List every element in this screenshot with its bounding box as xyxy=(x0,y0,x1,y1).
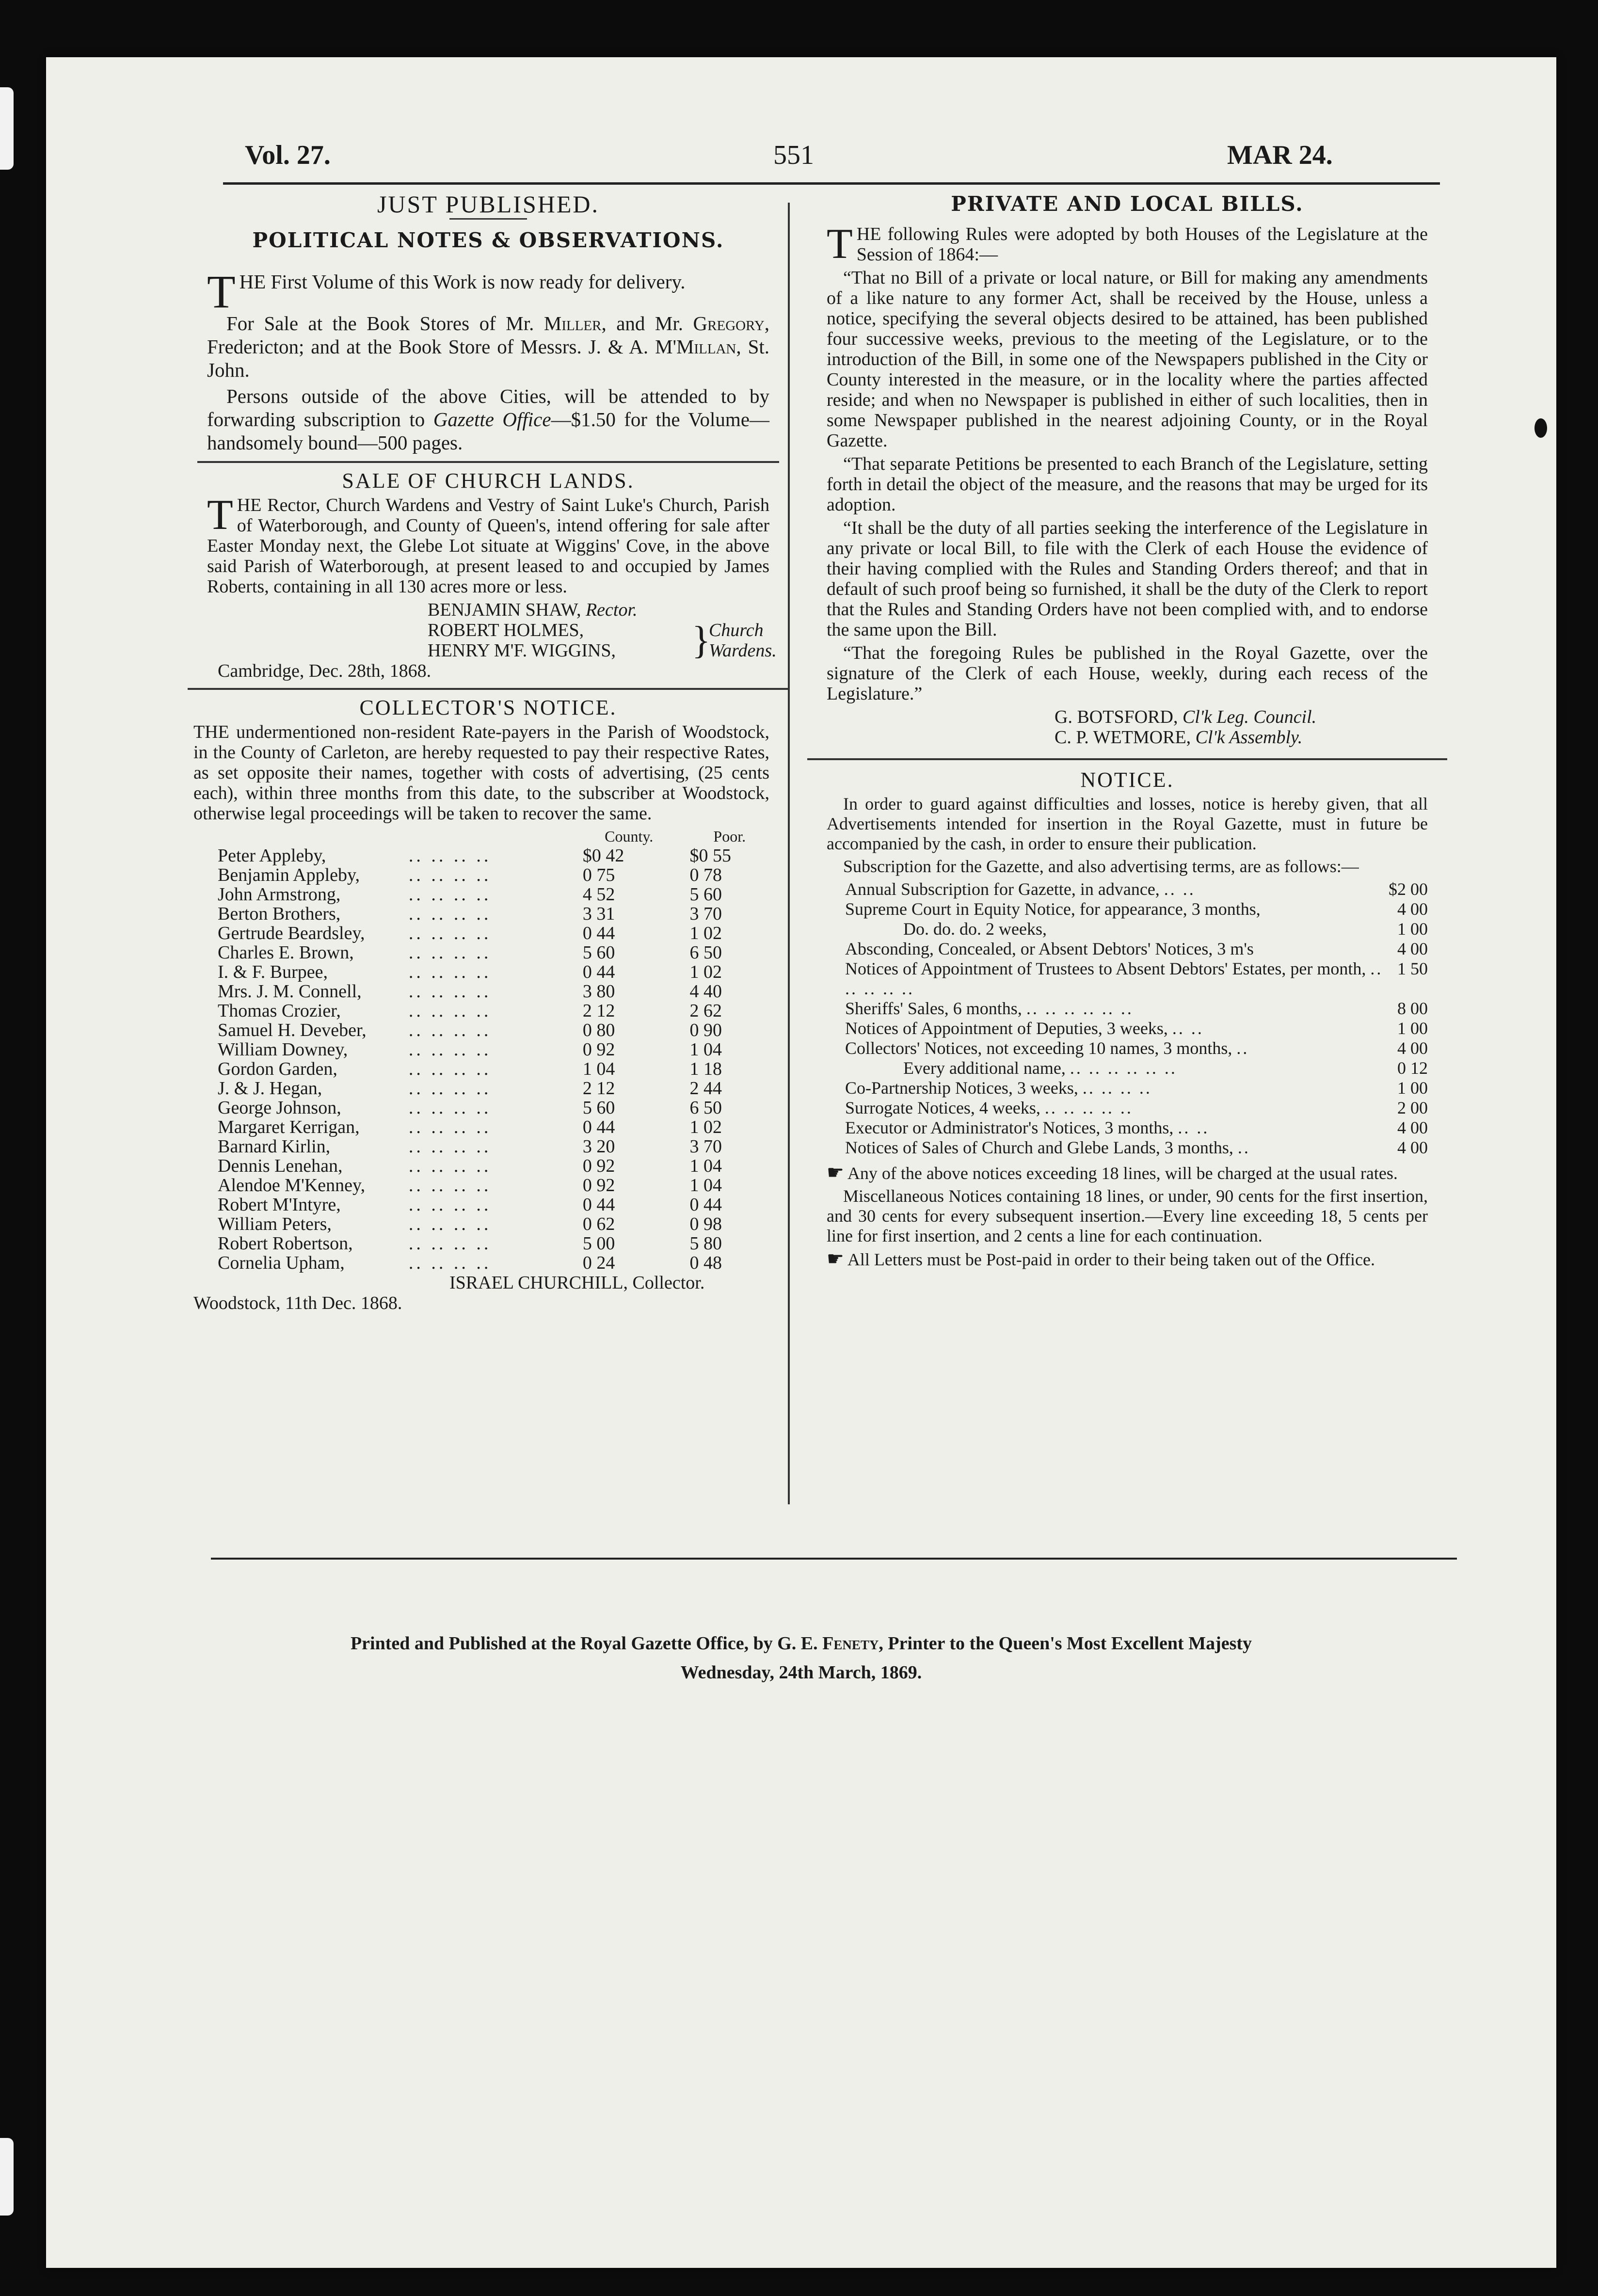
col-poor: Poor. xyxy=(713,828,746,845)
clerk-council-name: G. BOTSFORD, xyxy=(1055,707,1178,727)
leader-dots: .. .. .. .. xyxy=(408,923,492,943)
ratepayer-name: George Johnson, xyxy=(218,1098,341,1118)
term-dots: .. .. .. .. .. .. xyxy=(1070,1058,1177,1078)
miller-name: Miller xyxy=(543,312,602,335)
collector-date: Woodstock, 11th Dec. 1868. xyxy=(193,1293,402,1313)
gazette-office: Gazette Office xyxy=(433,408,551,430)
term-label: Notices of Appointment of Deputies, 3 weeks, xyxy=(845,1019,1168,1038)
county-rate: 0 92 xyxy=(582,1175,615,1196)
section-rule xyxy=(807,758,1447,760)
county-rate: 0 24 xyxy=(582,1253,615,1273)
table-row xyxy=(218,1059,769,1079)
poor-rate: 4 40 xyxy=(689,981,722,1002)
ratepayer-name: Samuel H. Deveber, xyxy=(218,1020,367,1040)
poor-rate: $0 55 xyxy=(689,845,731,866)
ratepayer-name: Robert M'Intyre, xyxy=(218,1195,341,1215)
printer-text: , Printer to the Queen's Most Excellent Majesty xyxy=(879,1633,1252,1654)
binder-tab-top xyxy=(0,87,14,170)
printer-line xyxy=(46,1633,1556,1654)
poor-rate: 6 50 xyxy=(689,1098,722,1118)
list-item xyxy=(845,1078,1428,1098)
list-item xyxy=(845,939,1428,959)
table-row xyxy=(218,1253,769,1273)
ratepayer-name: Gordon Garden, xyxy=(218,1059,337,1079)
just-published-heading: JUST PUBLISHED. xyxy=(377,191,600,218)
poor-rate: 1 18 xyxy=(689,1059,722,1079)
term-price: 4 00 xyxy=(1397,939,1428,958)
term-price: $2 00 xyxy=(1389,879,1428,899)
leader-dots: .. .. .. .. xyxy=(408,845,492,866)
warden-1: ROBERT HOLMES, xyxy=(428,620,584,640)
leader-dots: .. .. .. .. xyxy=(408,1001,492,1021)
term-dots: .. xyxy=(1236,1038,1249,1058)
p2-text: , and Mr. xyxy=(601,312,684,335)
term-price: 4 00 xyxy=(1397,1118,1428,1137)
term-price: 0 12 xyxy=(1397,1058,1428,1078)
ratepayer-name: Gertrude Beardsley, xyxy=(218,923,365,943)
clerk-assembly-name: C. P. WETMORE, xyxy=(1055,727,1191,748)
printer-text: Printed and Published at the Royal Gazette Office, by G. E. xyxy=(350,1633,818,1654)
county-rate: 3 80 xyxy=(582,981,615,1002)
leader-dots: .. .. .. .. xyxy=(408,942,492,963)
term-label: Executor or Administrator's Notices, 3 months, xyxy=(845,1118,1174,1137)
collector-text: THE undermentioned non-resident Rate-payers in the Parish of Woodstock, in the County of Carleton, are hereby requested to pay their respective Rates, as set opposite their names, together with costs of advertising, (25 cents each), within three months from this date, to the subscriber at Woodstock, otherwise legal proceedings will be taken to recover the same. xyxy=(193,722,769,824)
list-item xyxy=(845,1098,1428,1118)
county-rate: 0 44 xyxy=(582,1195,615,1215)
drop-cap: T xyxy=(207,492,233,539)
county-rate: 5 60 xyxy=(582,1098,615,1118)
term-label: Sheriffs' Sales, 6 months, xyxy=(845,999,1022,1018)
notice-body xyxy=(827,794,1428,1270)
right-column xyxy=(827,194,1428,1273)
ratepayer-name: Robert Robertson, xyxy=(218,1233,353,1254)
county-rate: 1 04 xyxy=(582,1059,615,1079)
warden-role-a: Church xyxy=(709,620,764,640)
term-price: 4 00 xyxy=(1397,899,1428,919)
ratepayer-name: Margaret Kerrigan, xyxy=(218,1117,360,1137)
list-item xyxy=(845,879,1428,899)
term-dots: .. .. xyxy=(1164,879,1196,899)
leader-dots: .. .. .. .. xyxy=(408,1214,492,1234)
table-row xyxy=(218,1195,769,1214)
left-column xyxy=(193,191,777,1313)
binder-tab-bottom xyxy=(0,2138,14,2216)
poor-rate: 1 04 xyxy=(689,1039,722,1060)
drop-cap: T xyxy=(207,266,236,318)
county-rate: 0 92 xyxy=(582,1039,615,1060)
list-item xyxy=(845,1019,1428,1038)
leader-dots: .. .. .. .. xyxy=(408,962,492,982)
clerk-council-role: Cl'k Leg. Council. xyxy=(1182,707,1317,727)
table-row xyxy=(218,943,769,962)
table-row xyxy=(218,1214,769,1234)
list-item xyxy=(845,1058,1428,1078)
term-dots: .. .. .. .. .. xyxy=(1044,1098,1133,1117)
gregory-name: Gregory xyxy=(693,312,765,335)
poor-rate: 3 70 xyxy=(689,904,722,924)
drop-cap: T xyxy=(827,221,853,268)
leader-dots: .. .. .. .. xyxy=(408,1117,492,1137)
political-notes-p1: HE First Volume of this Work is now ready for delivery. xyxy=(239,271,686,293)
table-row xyxy=(218,1137,769,1156)
footer-rule xyxy=(211,1558,1457,1560)
ratepayer-name: I. & F. Burpee, xyxy=(218,962,328,982)
col-county: County. xyxy=(605,828,654,845)
poor-rate: 1 02 xyxy=(689,923,722,943)
poor-rate: 2 44 xyxy=(689,1078,722,1099)
list-item xyxy=(845,1118,1428,1138)
table-row xyxy=(218,1079,769,1098)
political-notes-body xyxy=(207,266,770,454)
term-price: 1 50 xyxy=(1397,959,1428,978)
rates-table xyxy=(218,827,769,1273)
p2-text: For Sale at the Book Stores of Mr. xyxy=(226,312,534,335)
table-row xyxy=(218,924,769,943)
ratepayer-name: Thomas Crozier, xyxy=(218,1001,341,1021)
county-rate: 5 00 xyxy=(582,1233,615,1254)
ratepayer-name: Barnard Kirlin, xyxy=(218,1136,331,1157)
term-dots: .. xyxy=(1237,1138,1250,1157)
p2-text: , St. John. xyxy=(207,335,770,381)
leader-dots: .. .. .. .. xyxy=(408,1098,492,1118)
table-row xyxy=(218,1040,769,1059)
term-label: Absconding, Concealed, or Absent Debtors' Notices, 3 m's xyxy=(845,939,1254,958)
list-item xyxy=(845,1038,1428,1058)
pointing-hand-icon: ☛ xyxy=(827,1248,844,1270)
table-row xyxy=(218,904,769,924)
notice-hand-1: Any of the above notices exceeding 18 lines, will be charged at the usual rates. xyxy=(847,1164,1398,1183)
column-divider xyxy=(788,203,790,1504)
warden-2: HENRY M'F. WIGGINS, xyxy=(428,640,616,661)
term-dots: .. .. xyxy=(1178,1118,1210,1137)
term-price: 4 00 xyxy=(1397,1138,1428,1157)
leader-dots: .. .. .. .. xyxy=(408,1059,492,1079)
ink-spot xyxy=(1534,418,1547,438)
collector-signature: ISRAEL CHURCHILL, Collector. xyxy=(449,1273,705,1293)
p2-text: , Fredericton; and at the Book Store of Messrs. J. & A. xyxy=(207,312,770,358)
ratepayer-name: Alendoe M'Kenney, xyxy=(218,1175,366,1196)
church-date: Cambridge, Dec. 28th, 1868. xyxy=(218,661,431,681)
poor-rate: 2 62 xyxy=(689,1001,722,1021)
advertising-terms xyxy=(827,879,1428,1158)
term-label: Co-Partnership Notices, 3 weeks, xyxy=(845,1078,1078,1098)
poor-rate: 3 70 xyxy=(689,1136,722,1157)
private-rule-3: “It shall be the duty of all parties seeking the interference of the Legislature in any private or local Bill, to file with the Clerk of each House the evidence of their having complied with the Rules and Standing Orders thereof; and that in default of such proof being so furnished, it shall be the duty of the Clerk to report that the Rules and Standing Orders have not been complied with, and to endorse the same upon the Bill. xyxy=(827,518,1428,640)
ratepayer-name: Mrs. J. M. Connell, xyxy=(218,981,362,1002)
table-row xyxy=(218,1176,769,1195)
notice-p2: Subscription for the Gazette, and also advertising terms, are as follows:— xyxy=(843,857,1359,876)
short-rule xyxy=(449,218,527,220)
p3-text: Persons outside of the above Cities, will be attended to by forwarding subscription to xyxy=(207,385,769,430)
leader-dots: .. .. .. .. xyxy=(408,1175,492,1196)
publication-date: Wednesday, 24th March, 1869. xyxy=(680,1662,922,1683)
county-rate: 2 12 xyxy=(582,1001,615,1021)
term-dots: .. .. .. .. .. xyxy=(845,959,1383,998)
notice-heading: NOTICE. xyxy=(1080,768,1174,792)
county-rate: 0 75 xyxy=(582,865,615,885)
list-item xyxy=(845,1138,1428,1158)
term-price: 1 00 xyxy=(1397,1078,1428,1098)
table-row xyxy=(218,846,769,865)
term-label: Annual Subscription for Gazette, in advance, xyxy=(845,879,1160,899)
ratepayer-name: Charles E. Brown, xyxy=(218,942,354,963)
poor-rate: 1 04 xyxy=(689,1156,722,1176)
church-signatures xyxy=(207,600,777,662)
poor-rate: 1 04 xyxy=(689,1175,722,1196)
page-number: 551 xyxy=(773,140,814,170)
pointing-hand-icon: ☛ xyxy=(827,1162,844,1183)
p3-text: —$1.50 for the Volume—handsomely bound—500 pages. xyxy=(207,408,770,454)
notice-hand-2: All Letters must be Post-paid in order to their being taken out of the Office. xyxy=(847,1250,1375,1269)
ratepayer-name: Cornelia Upham, xyxy=(218,1253,345,1273)
list-item xyxy=(845,899,1428,919)
county-rate: 0 80 xyxy=(582,1020,615,1040)
section-rule xyxy=(197,461,779,463)
county-rate: 3 20 xyxy=(582,1136,615,1157)
county-rate: 0 44 xyxy=(582,923,615,943)
list-item xyxy=(845,959,1428,999)
leader-dots: .. .. .. .. xyxy=(408,981,492,1002)
county-rate: 0 44 xyxy=(582,962,615,982)
political-notes-title: POLITICAL NOTES & OBSERVATIONS. xyxy=(252,228,724,252)
poor-rate: 6 50 xyxy=(689,942,722,963)
term-label: Notices of Appointment of Trustees to Absent Debtors' Estates, per month, xyxy=(845,959,1366,978)
term-dots: .. .. xyxy=(1172,1019,1204,1038)
leader-dots: .. .. .. .. xyxy=(408,865,492,885)
leader-dots: .. .. .. .. xyxy=(408,1253,492,1273)
mmillan-name: M'Millan xyxy=(655,335,736,358)
poor-rate: 0 98 xyxy=(689,1214,722,1234)
table-row xyxy=(218,865,769,885)
private-bills-title: PRIVATE AND LOCAL BILLS. xyxy=(951,192,1304,216)
county-rate: 0 92 xyxy=(582,1156,615,1176)
church-lands-heading: SALE OF CHURCH LANDS. xyxy=(342,469,635,493)
ratepayer-name: Benjamin Appleby, xyxy=(218,865,360,885)
table-row xyxy=(218,982,769,1001)
ratepayer-name: Berton Brothers, xyxy=(218,904,341,924)
volume-number: Vol. 27. xyxy=(245,140,331,170)
private-rule-1: “That no Bill of a private or local nature, or Bill for making any amendments of a like nature to any former Act, shall be received by the House, unless a notice, specifying the several objects desired to be attained, has been published four successive weeks, previous to the meeting of the Legislature, or to the introduction of the Bill, in some one of the Newspapers published in the City or County interested in the measure, or in the locality where the parties affected reside; and when no Newspaper is published in either of such localities, then in some Newspaper published in the nearest adjoining County, or in the Royal Gazette. xyxy=(827,268,1428,451)
term-label: Collectors' Notices, not exceeding 10 names, 3 months, xyxy=(845,1038,1232,1058)
poor-rate: 0 90 xyxy=(689,1020,722,1040)
section-rule xyxy=(188,688,789,690)
ratepayer-name: J. & J. Hegan, xyxy=(218,1078,322,1099)
county-rate: 4 52 xyxy=(582,884,615,905)
term-price: 2 00 xyxy=(1397,1098,1428,1117)
term-label: Surrogate Notices, 4 weeks, xyxy=(845,1098,1040,1117)
table-row xyxy=(218,1234,769,1253)
poor-rate: 0 44 xyxy=(689,1195,722,1215)
gazette-page xyxy=(46,57,1556,2268)
ratepayer-name: Peter Appleby, xyxy=(218,845,326,866)
poor-rate: 5 80 xyxy=(689,1233,722,1254)
ratepayer-name: William Peters, xyxy=(218,1214,332,1234)
county-rate: 0 62 xyxy=(582,1214,615,1234)
table-row xyxy=(218,962,769,982)
leader-dots: .. .. .. .. xyxy=(408,1078,492,1099)
poor-rate: 5 60 xyxy=(689,884,722,905)
warden-role-b: Wardens. xyxy=(709,640,777,661)
collector-heading: COLLECTOR'S NOTICE. xyxy=(359,696,617,719)
list-item xyxy=(845,919,1428,939)
term-label: Every additional name, xyxy=(903,1058,1066,1078)
leader-dots: .. .. .. .. xyxy=(408,884,492,905)
leader-dots: .. .. .. .. xyxy=(408,1195,492,1215)
county-rate: 5 60 xyxy=(582,942,615,963)
brace: } xyxy=(692,619,711,662)
leader-dots: .. .. .. .. xyxy=(408,1039,492,1060)
church-lands-text: HE Rector, Church Wardens and Vestry of Saint Luke's Church, Parish of Waterborough, and County of Queen's, intend offering for sale after Easter Monday next, the Glebe Lot situate at Wiggins' Cove, in the above said Parish of Waterborough, at present leased to and occupied by James Roberts, containing in all 130 acres more or less. xyxy=(207,495,769,597)
poor-rate: 0 48 xyxy=(689,1253,722,1273)
table-row xyxy=(218,1098,769,1117)
clerk-assembly-role: Cl'k Assembly. xyxy=(1195,727,1303,748)
term-price: 4 00 xyxy=(1397,1038,1428,1058)
printer-name: Fenety xyxy=(822,1633,879,1654)
table-row xyxy=(218,1020,769,1040)
table-row xyxy=(218,885,769,904)
rector-role: Rector. xyxy=(585,600,638,620)
ratepayer-name: John Armstrong, xyxy=(218,884,341,905)
term-label: Supreme Court in Equity Notice, for appearance, 3 months, xyxy=(845,899,1261,919)
leader-dots: .. .. .. .. xyxy=(408,1156,492,1176)
leader-dots: .. .. .. .. xyxy=(408,904,492,924)
county-rate: 0 44 xyxy=(582,1117,615,1137)
term-label: Notices of Sales of Church and Glebe Lands, 3 months, xyxy=(845,1138,1233,1157)
list-item xyxy=(845,999,1428,1019)
table-row xyxy=(218,1156,769,1176)
term-price: 8 00 xyxy=(1397,999,1428,1018)
poor-rate: 1 02 xyxy=(689,962,722,982)
leader-dots: .. .. .. .. xyxy=(408,1020,492,1040)
notice-p1: In order to guard against difficulties and losses, notice is hereby given, that all Advertisements intended for insertion in the Royal Gazette, must in future be accompanied by the cash, in order to ensure their publication. xyxy=(827,794,1428,853)
rector-name: BENJAMIN SHAW, xyxy=(428,600,581,620)
term-price: 1 00 xyxy=(1397,919,1428,939)
county-rate: 2 12 xyxy=(582,1078,615,1099)
term-dots: .. .. .. .. xyxy=(1082,1078,1152,1098)
term-dots: .. .. .. .. .. .. xyxy=(1026,999,1134,1018)
table-row xyxy=(218,1117,769,1137)
term-price: 1 00 xyxy=(1397,1019,1428,1038)
private-intro: HE following Rules were adopted by both Houses of the Legislature at the Session of 1864:— xyxy=(856,224,1428,265)
header-rule xyxy=(223,182,1440,185)
notice-p3: Miscellaneous Notices containing 18 lines, or under, 90 cents for the first insertion, and 30 cents for every subsequent insertion.—Every line exceeding 18, 5 cents per line for first insertion, and 2 cents a line for each continuation. xyxy=(827,1186,1428,1245)
private-signatures xyxy=(827,707,1428,748)
term-label: Do. do. do. 2 weeks, xyxy=(903,919,1047,939)
private-rule-4: “That the foregoing Rules be published in the Royal Gazette, over the signature of the Clerk of each House, weekly, during each recess of the Legislature.” xyxy=(827,643,1428,704)
ratepayer-name: William Downey, xyxy=(218,1039,348,1060)
private-rule-2: “That separate Petitions be presented to each Branch of the Legislature, setting forth in detail the object of the measure, and the reasons that may be urged for its adoption. xyxy=(827,454,1428,515)
county-rate: 3 31 xyxy=(582,904,615,924)
county-rate: $0 42 xyxy=(582,845,624,866)
ratepayer-name: Dennis Lenehan, xyxy=(218,1156,343,1176)
issue-date: MAR 24. xyxy=(1227,140,1333,170)
leader-dots: .. .. .. .. xyxy=(408,1233,492,1254)
poor-rate: 1 02 xyxy=(689,1117,722,1137)
poor-rate: 0 78 xyxy=(689,865,722,885)
leader-dots: .. .. .. .. xyxy=(408,1136,492,1157)
table-row xyxy=(218,1001,769,1020)
